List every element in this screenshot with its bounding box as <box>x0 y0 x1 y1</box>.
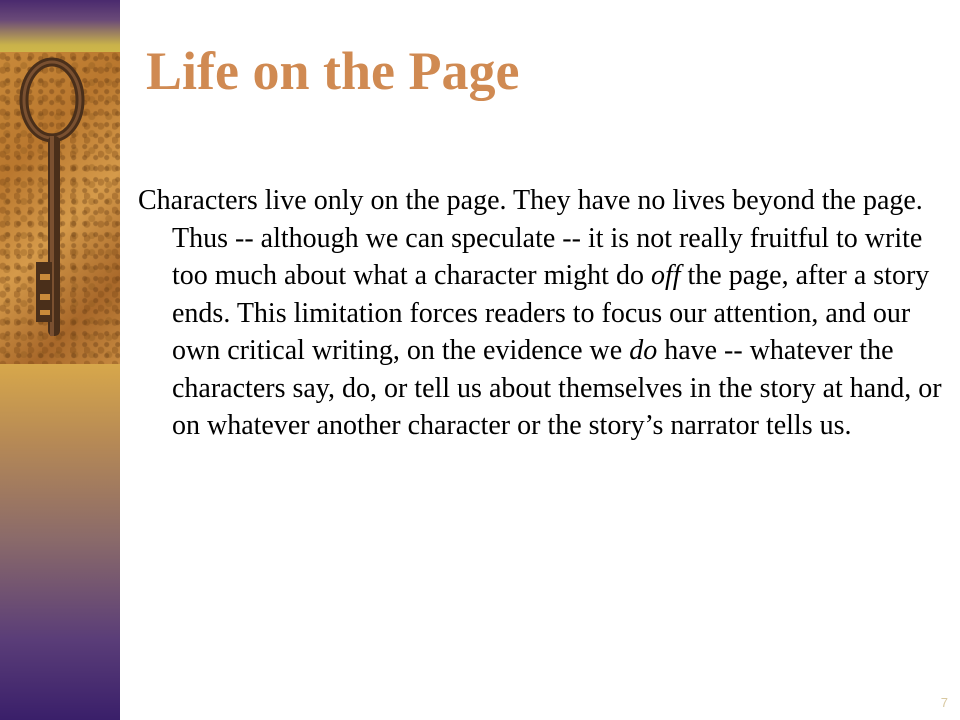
page-number: 7 <box>940 695 948 710</box>
emphasis-do: do <box>629 335 658 366</box>
body-text-part-1: Characters live only on the page. They have no lives beyond the page. Thus -- although we can speculate -- it is not really fruitful to write too much about what a character might do <box>138 185 923 291</box>
key-photo <box>0 52 120 364</box>
key-icon <box>0 52 120 364</box>
body-text-part-3: have -- whatever the characters say, do, or tell us about themselves in the story at hand, or on whatever another character or the story’s narrator tells us. <box>172 335 942 441</box>
slide-body-text <box>138 182 960 445</box>
emphasis-off: off <box>650 260 681 291</box>
body-text-part-2: the page, after a story ends. This limitation forces readers to focus our attention, and our own critical writing, on the evidence we <box>172 260 930 366</box>
slide-title: Life on the Page <box>146 41 520 101</box>
